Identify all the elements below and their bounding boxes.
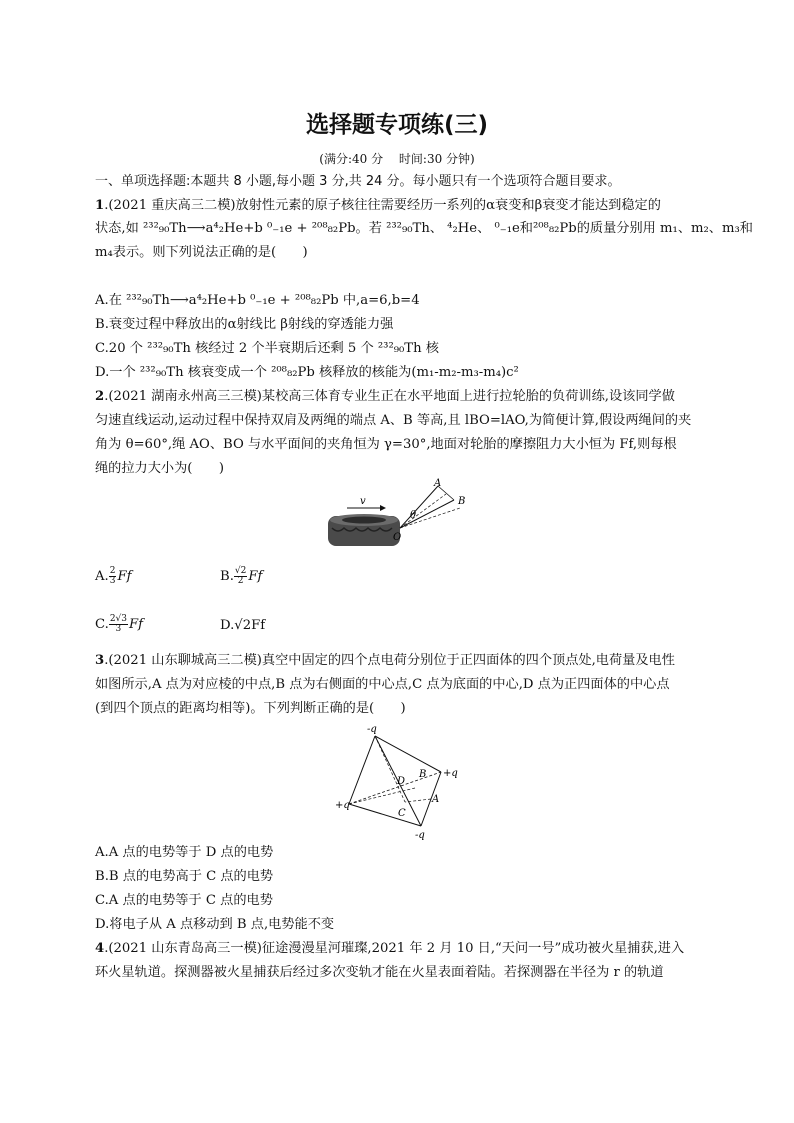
q2-option-c: C. $\frac{2√3}{3}$ Ff <box>95 614 144 634</box>
edge-top-right <box>375 736 441 772</box>
q1-option-d: D.一个 ²³²₉₀Th 核衰变成一个 ²⁰⁸₈₂Pb 核释放的核能为(m₁-m₂-m₃-m₄)c² <box>95 365 519 380</box>
tetrahedron-figure <box>335 722 465 840</box>
q2-number: 2 <box>95 389 105 404</box>
section-heading: 一、单项选择题:本题共 8 小题,每小题 3 分,共 24 分。每小题只有一个选项符合题目要求。 <box>95 174 621 189</box>
dashed-line-2 <box>375 736 405 802</box>
dashed-line-3 <box>405 799 431 802</box>
point-b-label: B <box>458 496 466 507</box>
point-b-label: B <box>419 769 427 780</box>
edge-top-left <box>349 736 375 804</box>
q3-line2: 如图所示,A 点为对应棱的中点,B 点为右侧面的中心点,C 点为底面的中心,D 点为正四面体的中心点 <box>95 677 670 692</box>
q3-option-a: A.A 点的电势等于 D 点的电势 <box>95 845 274 860</box>
rope-bo <box>400 500 454 528</box>
edge-left-right-hidden <box>349 772 441 804</box>
tire-hole <box>342 517 386 524</box>
q3-line1: 3.(2021 山东聊城高三二模)真空中固定的四个点电荷分别位于正四面体的四个顶点处,电荷量及电性 <box>95 653 675 668</box>
charge-right-label: +q <box>443 768 458 779</box>
point-c-label: C <box>398 808 406 819</box>
q2-option-a: A. $\frac{2}{3}$ Ff <box>95 566 132 586</box>
q2-line1: 2.(2021 湖南永州高三三模)某校高三体育专业生正在水平地面上进行拉轮胎的负荷训练,设该同学做 <box>95 389 675 404</box>
tire-figure <box>320 478 470 550</box>
q1-option-c: C.20 个 ²³²₉₀Th 核经过 2 个半衰期后还剩 5 个 ²³²₉₀Th 核 <box>95 341 439 356</box>
edge-left-bottom <box>349 804 421 826</box>
dashed-bisector <box>400 494 446 528</box>
point-d-label: D <box>397 776 406 787</box>
q3-line3: (到四个顶点的距离均相等)。下列判断正确的是( ) <box>95 701 406 716</box>
q1-option-b: B.衰变过程中释放出的α射线比 β射线的穿透能力强 <box>95 317 394 332</box>
point-a-label: A <box>434 478 442 489</box>
page-title: 选择题专项练(三) <box>305 112 489 138</box>
velocity-arrowhead <box>380 505 386 511</box>
q1-line2: 状态,如 ²³²₉₀Th⟶a⁴₂He+b ⁰₋₁e + ²⁰⁸₈₂Pb。若 ²³²₉₀Th、 ⁴₂He、 ⁰₋₁e和²⁰⁸₈₂Pb的质量分别用 m₁、m₂、m₃和 <box>95 221 753 236</box>
charge-bottom-label: -q <box>415 830 425 840</box>
q1-number: 1 <box>95 198 105 213</box>
q2-line4: 绳的拉力大小为( ) <box>95 461 224 476</box>
q4-number: 4 <box>95 941 105 956</box>
q4-line2: 环火星轨道。探测器被火星捕获后经过多次变轨才能在火星表面着陆。若探测器在半径为 r 的轨道 <box>95 965 664 980</box>
charge-left-label: +q <box>335 800 350 811</box>
q3-number: 3 <box>95 653 105 668</box>
q3-option-c: C.A 点的电势等于 C 点的电势 <box>95 893 273 908</box>
charge-top-label: -q <box>367 724 377 735</box>
exam-info: (满分:40 分 时间:30 分钟) <box>319 152 475 166</box>
q4-line1: 4.(2021 山东青岛高三一模)征途漫漫星河璀璨,2021 年 2 月 10 日,“天问一号”成功被火星捕获,进入 <box>95 941 685 956</box>
q1-line3: m₄表示。则下列说法正确的是( ) <box>95 245 308 260</box>
q3-option-d: D.将电子从 A 点移动到 B 点,电势能不变 <box>95 917 335 932</box>
point-o-label: O <box>393 532 402 543</box>
q1-option-a: A.在 ²³²₉₀Th⟶a⁴₂He+b ⁰₋₁e + ²⁰⁸₈₂Pb 中,a=6,b=4 <box>95 293 420 308</box>
q2-option-b: B. $\frac{√2}{2}$ Ff <box>220 566 263 586</box>
point-a-label: A <box>432 794 440 805</box>
theta-label: θ <box>410 510 417 521</box>
q2-line2: 匀速直线运动,运动过程中保持双肩及两绳的端点 A、B 等高,且 lBO=lAO,为简便计算,假设两绳间的夹 <box>95 413 692 428</box>
velocity-label: v <box>360 496 366 507</box>
q2-line3: 角为 θ=60°,绳 AO、BO 与水平面间的夹角恒为 γ=30°,地面对轮胎的摩擦阻力大小恒为 Ff,则每根 <box>95 437 677 452</box>
q2-option-d: D.√2Ff <box>220 618 266 633</box>
q1-line1: 1.(2021 重庆高三二模)放射性元素的原子核往往需要经历一系列的α衰变和β衰变才能达到稳定的 <box>95 198 661 213</box>
q3-option-b: B.B 点的电势高于 C 点的电势 <box>95 869 274 884</box>
